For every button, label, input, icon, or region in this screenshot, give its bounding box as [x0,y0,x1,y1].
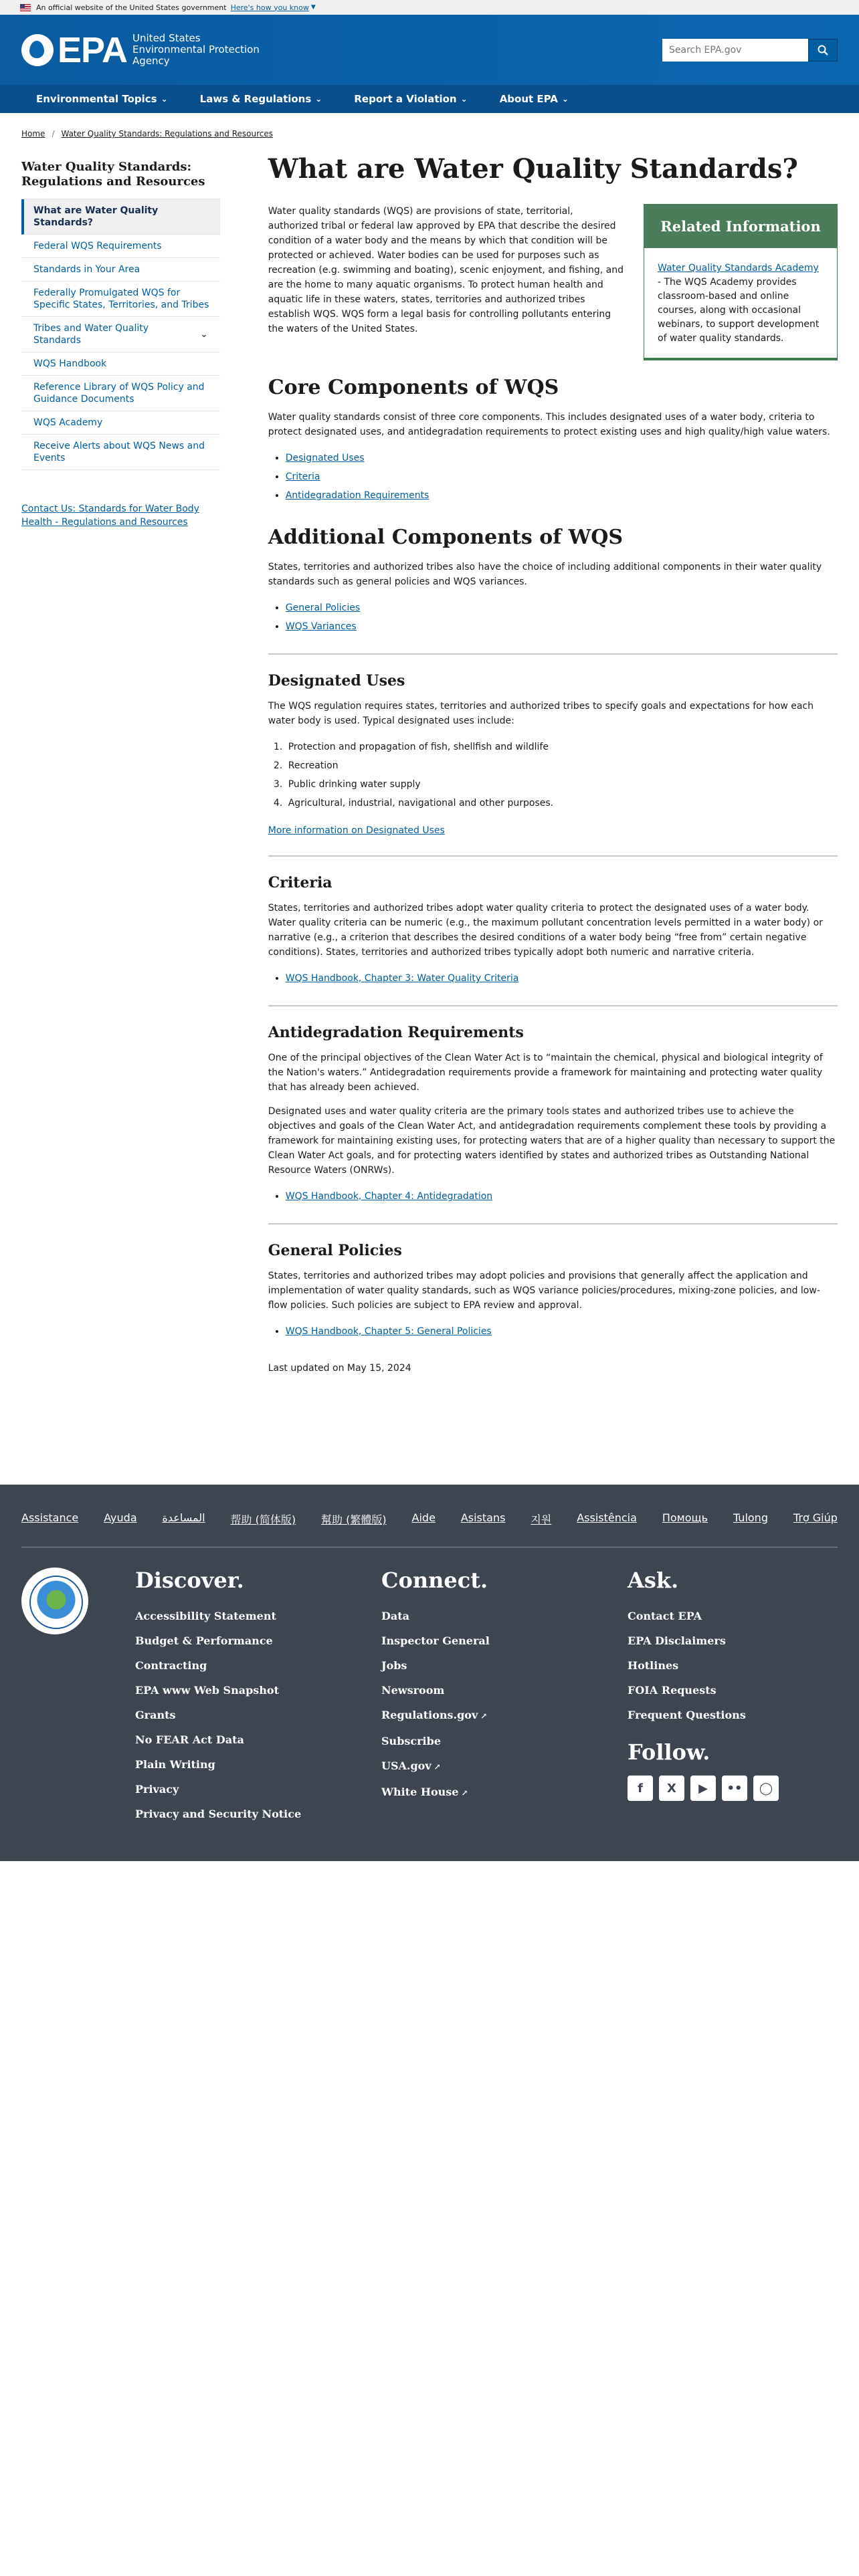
contact-us-link[interactable]: Contact Us: Standards for Water Body Health - Regulations and Resources [21,504,199,528]
antidegradation-link[interactable]: Antidegradation Requirements [285,490,430,501]
lang-link[interactable]: 지원 [531,1513,552,1526]
agency-line3: Agency [132,55,170,67]
search-icon [818,45,828,56]
main-content [268,153,838,1385]
gov-banner [0,0,859,15]
footer-columns [21,1547,838,1826]
footer-link[interactable]: No FEAR Act Data [135,1733,244,1746]
footer-link[interactable]: Frequent Questions [628,1709,746,1721]
sidebar-item-label: Federal WQS Requirements [33,241,162,251]
nav-label: Report a Violation [354,93,457,105]
footer-link[interactable]: Subscribe [381,1735,441,1747]
footer-link[interactable]: Privacy and Security Notice [135,1808,302,1820]
footer-link[interactable]: Plain Writing [135,1758,215,1771]
divider [268,855,838,857]
footer-link[interactable]: Accessibility Statement [135,1610,276,1622]
designated-uses-heading: Designated Uses [268,672,405,689]
designated-uses-more [268,823,838,838]
related-info-text: - The WQS Academy provides classroom-based and online courses, along with occasional webinars, to support development of water quality standards. [658,277,820,344]
sidebar-item-label: WQS Academy [33,417,103,428]
footer-discover [135,1568,381,1826]
sidebar-item-reference-library[interactable] [21,376,220,411]
last-updated: Last updated on May 15, 2024 [268,1363,411,1374]
external-link-icon: ↗ [434,1762,441,1772]
footer-link[interactable]: Grants [135,1709,176,1721]
chevron-down-icon: ⌄ [460,94,468,104]
designated-uses-link[interactable]: Designated Uses [285,453,365,463]
external-link-icon: ↗ [480,1711,488,1721]
antidegradation-heading: Antidegradation Requirements [268,1024,524,1041]
sidebar-item-label: WQS Handbook [33,358,107,369]
list-item: 1. Protection and propagation of fish, shellfish and wildlife [286,738,838,756]
footer-link[interactable] [381,1780,628,1806]
sidebar-item-label: Receive Alerts about WQS News and Events [33,441,205,463]
main-nav [0,85,859,113]
lang-link[interactable]: 帮助 (简体版) [230,1513,296,1526]
sidebar-item-tribes[interactable] [21,317,220,352]
additional-components-heading: Additional Components of WQS [268,526,624,549]
epa-flower-icon [21,34,54,66]
sidebar-item-what-are-wqs[interactable] [21,199,220,235]
core-components-list [286,449,838,505]
footer-link[interactable]: Newsroom [381,1684,445,1697]
follow-heading: Follow. [628,1739,710,1765]
divider [268,653,838,655]
flickr-icon[interactable]: •• [722,1776,747,1801]
contact-us [21,502,220,529]
list-item [286,1322,838,1341]
lang-link[interactable]: 幫助 (繁體版) [321,1513,387,1526]
footer-link[interactable] [381,1703,628,1729]
breadcrumb-home[interactable]: Home [21,129,45,138]
footer-link[interactable]: Jobs [381,1659,407,1672]
footer-link[interactable]: Contact EPA [628,1610,702,1622]
heres-how-you-know-link[interactable]: Here's how you know [230,3,309,12]
list-item [286,1187,838,1206]
footer-link[interactable]: Privacy [135,1783,179,1796]
list-item [286,486,838,505]
general-policies-link[interactable]: General Policies [285,603,361,613]
intro-paragraph: Water quality standards (WQS) are provisions of state, territorial, authorized tribal or federal law approved by EPA that describe the desired condition of a water body and the means by which that condition will be protected or achieved. Water bodies can be used for purposes such as recreation (e.g. swimming and boating), scenic enjoyment, and fishing, and are the home to many aquatic organisms. To protect human health and aquatic life in these waters, states, territories and authorized tribes establish WQS. WQS form a legal basis for controlling pollutants entering the waters of the United States. [268,206,624,334]
lang-link[interactable]: Assistência [577,1511,637,1524]
discover-heading: Discover. [135,1568,244,1593]
antidegradation-list [286,1187,838,1206]
criteria-link[interactable]: Criteria [285,471,320,482]
search-button[interactable] [808,39,838,62]
criteria-text: States, territories and authorized tribes adopt water quality criteria to protect the designated uses of a water body. Water quality criteria can be numeric (e.g., the maximum pollutant concentration levels permitted in a water body) or narrative (e.g., a criterion that describes the desired conditions of a water body being “free from” certain negative conditions). States, territories and authorized tribes typically adopt both numeric and narrative criteria. [268,903,823,958]
footer-link-label: USA.gov [381,1759,432,1772]
footer-link[interactable]: Contracting [135,1659,207,1672]
footer-link[interactable] [381,1753,628,1780]
social-icons [628,1776,828,1801]
lang-link[interactable]: Помощь [662,1511,708,1524]
nav-report-violation[interactable] [338,93,483,105]
list-item: 3. Public drinking water supply [286,775,838,794]
site-footer [0,1485,859,1861]
youtube-icon[interactable]: ▶ [690,1776,716,1801]
nav-label: About EPA [499,93,558,105]
list-item [286,449,838,467]
facebook-icon[interactable]: f [628,1776,653,1801]
criteria-list [286,969,838,988]
nav-environmental-topics[interactable] [20,93,184,105]
divider [268,1223,838,1224]
epa-logo[interactable] [21,29,260,71]
page-title: What are Water Quality Standards? [268,153,798,185]
related-info-body [644,248,837,360]
divider [268,1005,838,1006]
lang-link[interactable]: Aide [411,1511,436,1524]
us-flag-icon [20,4,31,11]
chevron-down-icon[interactable]: ⌄ [200,329,208,340]
agency-line2: Environmental Protection [132,43,260,56]
list-item [286,617,838,636]
footer-link[interactable]: Hotlines [628,1659,679,1672]
breadcrumb-separator: / [52,129,55,138]
footer-link-label: Regulations.gov [381,1709,478,1721]
footer-link[interactable]: EPA Disclaimers [628,1634,726,1647]
lang-link[interactable]: Ayuda [104,1511,137,1524]
site-header [0,15,859,85]
nav-about-epa[interactable] [484,93,585,105]
chevron-down-icon: ⌄ [561,94,569,104]
agency-line1: United States [132,32,201,44]
handbook-chapter3-link[interactable]: WQS Handbook, Chapter 3: Water Quality Criteria [285,973,519,984]
list-item [286,599,838,617]
logo-text: EPA [58,29,128,70]
epa-seal-icon [21,1568,88,1634]
connect-heading: Connect. [381,1568,488,1593]
handbook-chapter4-link[interactable]: WQS Handbook, Chapter 4: Antidegradation [285,1191,493,1202]
sidebar-item-receive-alerts[interactable] [21,435,220,470]
lang-link[interactable]: Asistans [460,1511,506,1524]
search-form [662,39,838,62]
antidegradation-text-1: One of the principal objectives of the Clean Water Act is to “maintain the chemical, physical and biological integrity of the Nation's waters.” Antidegradation requirements provide a framework for maintaining and protecting water quality that has already been achieved. [268,1053,823,1093]
sidebar-item-label: Tribes and Water Quality Standards [33,323,149,346]
intro-section [268,204,838,370]
footer-link[interactable]: Data [381,1610,409,1622]
external-link-icon: ↗ [461,1788,468,1798]
chevron-down-icon: ⌄ [315,94,322,104]
sidebar-item-wqs-academy[interactable] [21,411,220,435]
sidebar-nav [21,199,220,470]
sidebar-item-label: Reference Library of WQS Policy and Guidance Documents [33,382,205,405]
sidebar-title: Water Quality Standards: Regulations and Resources [21,160,205,189]
sidebar-item-standards-in-your-area[interactable] [21,258,220,282]
handbook-chapter5-link[interactable]: WQS Handbook, Chapter 5: General Policies [285,1326,492,1337]
sidebar-item-label: What are Water Quality Standards? [33,205,159,228]
designated-uses-list [286,738,838,813]
language-links [21,1485,838,1547]
lang-link[interactable]: Trợ Giúp [793,1511,838,1524]
gov-banner-text: An official website of the United States government [36,3,227,12]
x-icon[interactable]: X [659,1776,684,1801]
sidebar-item-federal-wqs-requirements[interactable] [21,235,220,258]
general-policies-text: States, territories and authorized tribes may adopt policies and provisions that generally affect the application and implementation of water quality standards, such as WQS variance policies/procedures, mixing-zone policies, and low-flow policies. Such policies are subject to EPA review and approval. [268,1271,820,1311]
footer-ask [628,1568,828,1826]
lang-link[interactable]: Tulong [733,1511,768,1524]
instagram-icon[interactable]: ◯ [753,1776,779,1801]
wqs-variances-link[interactable]: WQS Variances [285,621,357,632]
footer-link[interactable]: FOIA Requests [628,1684,717,1697]
list-item: 2. Recreation [286,756,838,775]
search-input[interactable] [662,39,808,62]
sidebar-item-wqs-handbook[interactable] [21,352,220,376]
footer-link[interactable]: EPA www Web Snapshot [135,1684,279,1697]
antidegradation-text-2: Designated uses and water quality criteria are the primary tools states and authorized tribes use to achieve the objectives and goals of the Clean Water Act, and antidegradation requirements complement these tools by providing a framework for maintaining existing uses, for protecting waters that are of a higher quality than necessary to support the Clean Water Act goals, and for protecting waters identified by states and authorized tribes as Outstanding National Resource Waters (ONRWs). [268,1106,836,1176]
nav-label: Environmental Topics [36,93,157,105]
nav-label: Laws & Regulations [199,93,312,105]
footer-link-label: White House [381,1786,459,1798]
additional-components-text: States, territories and authorized tribes also have the choice of including additional components in their water quality standards such as general policies and WQS variances. [268,562,822,587]
sidebar [21,153,220,1385]
wqs-academy-link[interactable]: Water Quality Standards Academy [658,263,819,274]
designated-uses-text: The WQS regulation requires states, territories and authorized tribes to specify goals and expectations for how each water body is used. Typical designated uses include: [268,701,814,726]
footer-link[interactable]: Budget & Performance [135,1634,273,1647]
sidebar-item-label: Standards in Your Area [33,264,140,275]
more-designated-uses-link[interactable]: More information on Designated Uses [268,825,445,836]
chevron-down-icon: ▼ [310,4,316,11]
general-policies-heading: General Policies [268,1242,402,1259]
list-item [286,467,838,486]
lang-link[interactable]: Assistance [21,1511,79,1524]
list-item [286,969,838,988]
footer-connect [381,1568,628,1826]
lang-link[interactable]: المساعدة [162,1511,205,1524]
core-components-text: Water quality standards consist of three core components. This includes designated uses of a water body, criteria to protect designated uses, and antidegradation requirements to protect existing uses and high quality/high value waters. [268,412,830,437]
agency-name [132,33,260,67]
breadcrumb-current[interactable]: Water Quality Standards: Regulations and Resources [61,129,273,138]
criteria-heading: Criteria [268,874,332,891]
related-info-box [644,204,838,360]
general-policies-list [286,1322,838,1341]
page-body [0,153,859,1385]
additional-components-list [286,599,838,636]
sidebar-item-label: Federally Promulgated WQS for Specific States, Territories, and Tribes [33,288,209,310]
sidebar-item-federally-promulgated[interactable] [21,282,220,317]
related-info-heading: Related Information [644,205,837,248]
footer-link[interactable]: Inspector General [381,1634,490,1647]
nav-laws-regulations[interactable] [184,93,339,105]
list-item: 4. Agricultural, industrial, navigational and other purposes. [286,794,838,813]
breadcrumb [0,113,859,153]
ask-heading: Ask. [628,1568,679,1593]
core-components-heading: Core Components of WQS [268,376,559,399]
chevron-down-icon: ⌄ [161,94,168,104]
